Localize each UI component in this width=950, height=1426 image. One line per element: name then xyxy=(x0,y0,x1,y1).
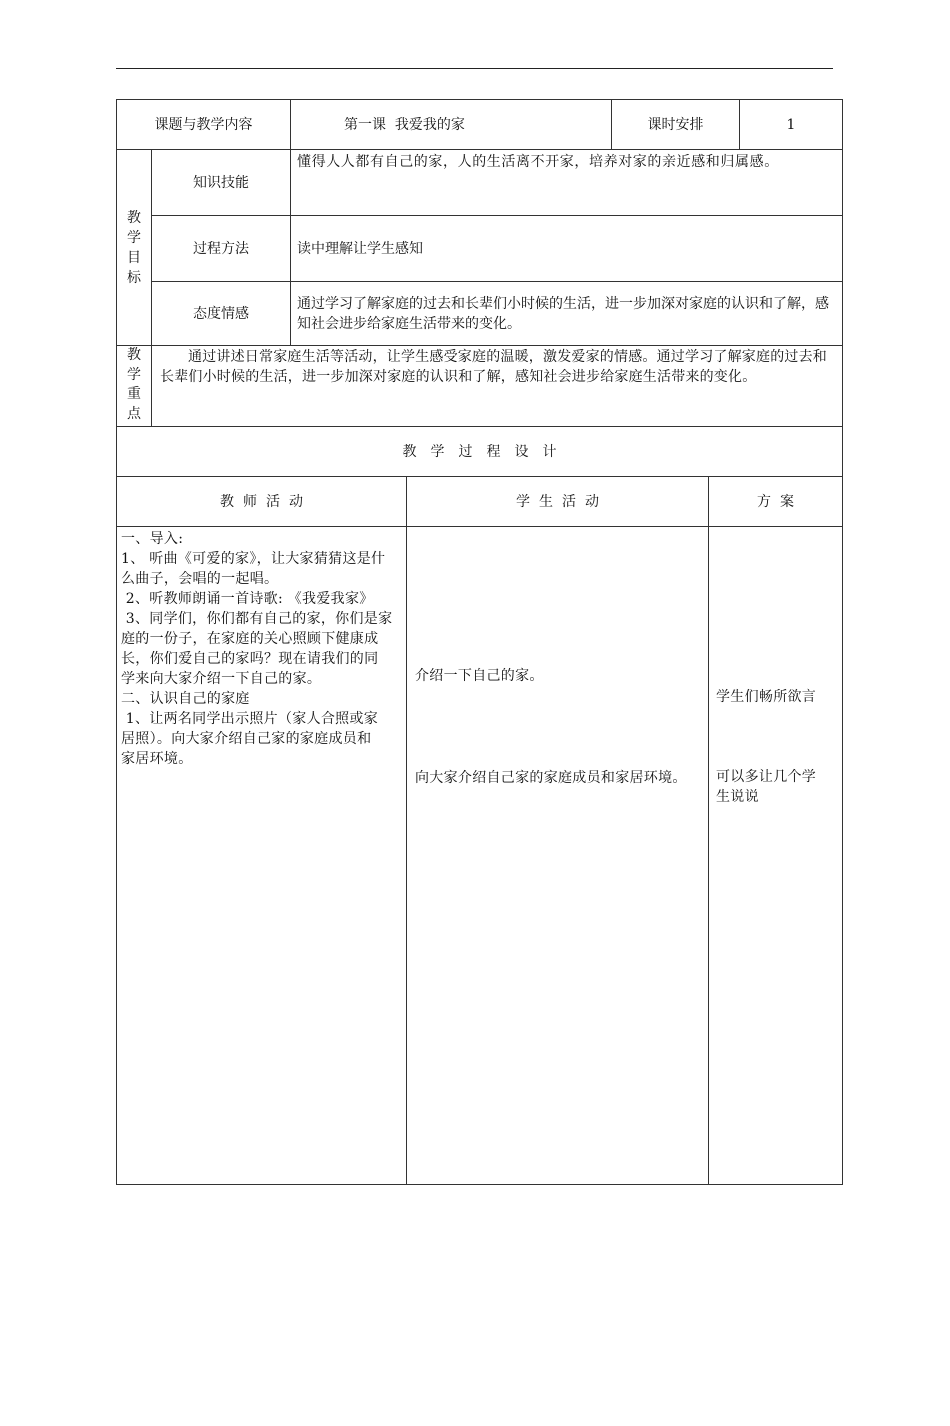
objective-row xyxy=(117,282,843,346)
objective-row xyxy=(117,216,843,282)
objective-knowledge-label: 知识技能 xyxy=(152,150,291,216)
teacher-activity-header-text: 教师活动 xyxy=(220,493,312,510)
objective-attitude-text: 通过学习了解家庭的过去和长辈们小时候的生活，进一步加深对家庭的认识和了解，感知社会进步给家庭生活带来的变化。 xyxy=(291,282,843,346)
student-activity-header-text: 学生活动 xyxy=(516,493,608,510)
topic-row xyxy=(117,100,843,150)
key-points-label xyxy=(117,346,152,427)
teacher-activity-header xyxy=(117,477,407,527)
hours-value: 1 xyxy=(740,100,843,150)
teacher-line: 1、 听曲《可爱的家》，让大家猜猜这是什 xyxy=(121,551,386,567)
teacher-line: 3、同学们，你们都有自己的家，你们是家 xyxy=(121,611,393,627)
header-rule xyxy=(116,68,833,69)
objective-attitude-label: 态度情感 xyxy=(152,282,291,346)
key-points-text: 通过讲述日常家庭生活等活动，让学生感受家庭的温暖，激发爱家的情感。通过学习了解家庭的过去和长辈们小时候的生活，进一步加深对家庭的认识和了解，感知社会进步给家庭生活带来的变化。 xyxy=(152,346,843,427)
plan-item: 生说说 xyxy=(716,789,759,805)
teacher-line: 1、让两名同学出示照片（家人合照或家 xyxy=(121,711,379,727)
student-activity-cell xyxy=(407,527,709,1185)
plan-item: 学生们畅所欲言 xyxy=(716,689,817,705)
teacher-line: 学来向大家介绍一下自己的家。 xyxy=(121,671,322,687)
teacher-line: 居照）。向大家介绍自己家的家庭成员和 xyxy=(121,731,372,747)
plan-header xyxy=(709,477,843,527)
teacher-activity-lines xyxy=(117,527,406,769)
process-table xyxy=(116,476,843,1185)
process-header-row xyxy=(117,477,843,527)
objectives-label xyxy=(117,150,152,346)
topic-value xyxy=(291,100,612,150)
key-points-row xyxy=(117,346,843,427)
student-activity-header xyxy=(407,477,709,527)
process-title-row xyxy=(117,427,843,477)
objectives-label-char: 标 xyxy=(127,269,141,286)
teacher-line: 么曲子，会唱的一起唱。 xyxy=(121,571,279,587)
key-points-label-char: 点 xyxy=(127,405,141,422)
objectives-label-char: 目 xyxy=(127,249,141,266)
objective-process-label: 过程方法 xyxy=(152,216,291,282)
key-points-label-char: 重 xyxy=(127,386,141,402)
objectives-label-char: 学 xyxy=(127,229,141,246)
teacher-activity-cell xyxy=(117,527,407,1185)
objectives-label-char: 教 xyxy=(127,209,141,226)
teacher-line: 长，你们爱自己的家吗？现在请我们的同 xyxy=(121,651,379,667)
lesson-plan-table xyxy=(116,99,843,477)
process-body-row xyxy=(117,527,843,1185)
teacher-line: 一、导入: xyxy=(121,531,184,547)
plan-cell xyxy=(709,527,843,1185)
student-item: 介绍一下自己的家。 xyxy=(415,668,544,684)
student-item: 向大家介绍自己家的家庭成员和家居环境。 xyxy=(415,770,687,786)
topic-label: 课题与教学内容 xyxy=(117,100,291,150)
teacher-line: 庭的一份子，在家庭的关心照顾下健康成 xyxy=(121,631,379,647)
teacher-line: 二、认识自己的家庭 xyxy=(121,691,250,707)
topic-value-text: 第一课 我爱我的家 xyxy=(344,116,465,133)
process-title xyxy=(117,427,843,477)
objective-knowledge-text: 懂得人人都有自己的家，人的生活离不开家，培养对家的亲近感和归属感。 xyxy=(291,150,843,216)
hours-label: 课时安排 xyxy=(612,100,740,150)
key-points-label-char: 教 xyxy=(127,347,141,363)
plan-header-text: 方案 xyxy=(757,493,803,510)
key-points-label-char: 学 xyxy=(127,366,141,383)
objective-row xyxy=(117,150,843,216)
teacher-line: 2、听教师朗诵一首诗歌: 《我爱我家》 xyxy=(121,591,374,607)
process-title-text: 教学过程设计 xyxy=(402,443,571,460)
objective-process-text: 读中理解让学生感知 xyxy=(291,216,843,282)
teacher-line: 家居环境。 xyxy=(121,751,193,767)
plan-item: 可以多让几个学 xyxy=(716,769,817,785)
